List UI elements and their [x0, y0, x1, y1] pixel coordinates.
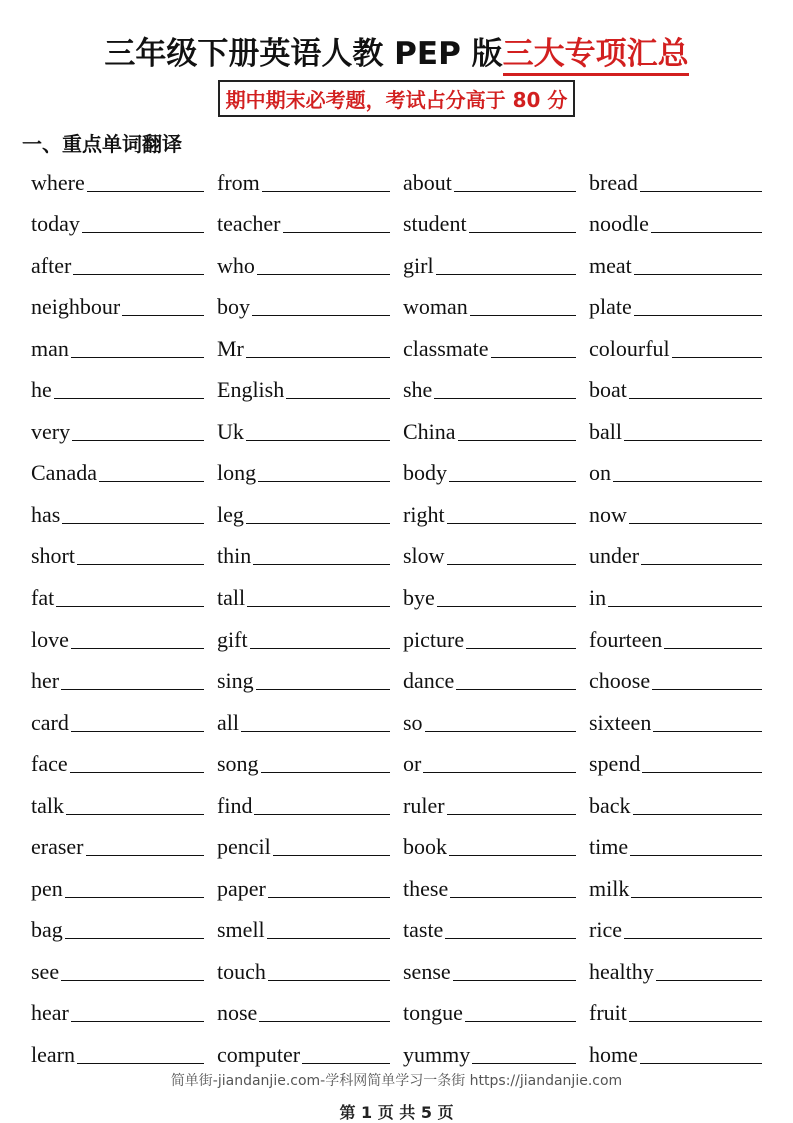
page-title — [0, 28, 793, 73]
answer-blank[interactable] — [651, 232, 762, 233]
word-label: short — [31, 543, 75, 569]
word-item — [403, 702, 576, 744]
word-item — [31, 204, 204, 246]
word-item — [217, 494, 390, 536]
answer-blank[interactable] — [261, 772, 390, 773]
word-label: find — [217, 792, 253, 818]
answer-blank[interactable] — [450, 897, 576, 898]
word-item — [403, 577, 576, 619]
subtitle-box: 期中期末必考题，考试占分高于 80 分 — [218, 80, 576, 117]
answer-blank[interactable] — [286, 398, 390, 399]
answer-blank[interactable] — [99, 481, 204, 482]
answer-blank[interactable] — [72, 440, 204, 441]
answer-blank[interactable] — [246, 357, 390, 358]
answer-blank[interactable] — [61, 689, 204, 690]
answer-blank[interactable] — [454, 191, 576, 192]
word-item — [31, 577, 204, 619]
word-label: dance — [403, 668, 455, 694]
answer-blank[interactable] — [425, 731, 576, 732]
word-item — [403, 204, 576, 246]
answer-blank[interactable] — [458, 440, 576, 441]
word-item — [589, 661, 762, 703]
answer-blank[interactable] — [640, 191, 762, 192]
answer-blank[interactable] — [629, 1021, 762, 1022]
word-label: who — [217, 252, 255, 278]
answer-blank[interactable] — [122, 315, 204, 316]
answer-blank[interactable] — [449, 855, 576, 856]
word-item — [403, 910, 576, 952]
word-label: very — [31, 418, 71, 444]
word-item — [589, 827, 762, 869]
answer-blank[interactable] — [423, 772, 576, 773]
word-label: she — [403, 377, 433, 403]
word-label: love — [31, 626, 69, 652]
word-item — [31, 661, 204, 703]
word-item — [31, 162, 204, 204]
answer-blank[interactable] — [259, 1021, 390, 1022]
page-number: 第 1 页 共 5 页 — [339, 1103, 454, 1122]
word-label: book — [403, 834, 447, 860]
answer-blank[interactable] — [434, 398, 576, 399]
word-item — [589, 204, 762, 246]
word-item — [589, 910, 762, 952]
answer-blank[interactable] — [56, 606, 204, 607]
word-label: long — [217, 460, 257, 486]
word-label: leg — [217, 501, 244, 527]
word-item — [31, 868, 204, 910]
word-label: pen — [31, 875, 63, 901]
word-label: neighbour — [31, 294, 121, 320]
word-item — [403, 287, 576, 329]
answer-blank[interactable] — [640, 1063, 762, 1064]
word-grid — [31, 162, 771, 1076]
word-label: home — [589, 1042, 638, 1068]
answer-blank[interactable] — [77, 564, 204, 565]
word-label: from — [217, 169, 260, 195]
word-item — [217, 453, 390, 495]
word-item — [217, 827, 390, 869]
word-label: hear — [31, 1000, 69, 1026]
word-label: right — [403, 501, 445, 527]
answer-blank[interactable] — [447, 564, 576, 565]
word-label: under — [589, 543, 640, 569]
word-item — [31, 951, 204, 993]
word-item — [31, 827, 204, 869]
word-item — [403, 162, 576, 204]
answer-blank[interactable] — [268, 897, 390, 898]
word-item — [31, 702, 204, 744]
word-label: slow — [403, 543, 445, 569]
word-item — [403, 370, 576, 412]
answer-blank[interactable] — [613, 481, 762, 482]
answer-blank[interactable] — [633, 814, 762, 815]
word-label: has — [31, 501, 61, 527]
word-item — [217, 577, 390, 619]
word-label: China — [403, 418, 456, 444]
word-label: classmate — [403, 335, 489, 361]
answer-blank[interactable] — [253, 564, 390, 565]
word-item — [589, 785, 762, 827]
answer-blank[interactable] — [453, 980, 576, 981]
word-label: sixteen — [589, 709, 652, 735]
word-label: back — [589, 792, 631, 818]
word-label: spend — [589, 751, 641, 777]
word-item — [403, 785, 576, 827]
answer-blank[interactable] — [82, 232, 204, 233]
word-item — [589, 951, 762, 993]
word-item — [589, 494, 762, 536]
answer-blank[interactable] — [66, 814, 204, 815]
word-item — [403, 411, 576, 453]
answer-blank[interactable] — [449, 481, 576, 482]
word-item — [217, 785, 390, 827]
word-item — [403, 744, 576, 786]
answer-blank[interactable] — [652, 689, 762, 690]
word-label: healthy — [589, 958, 654, 984]
word-item — [217, 411, 390, 453]
word-label: student — [403, 211, 467, 237]
word-item — [589, 702, 762, 744]
word-label: song — [217, 751, 259, 777]
word-label: touch — [217, 958, 266, 984]
word-item — [403, 619, 576, 661]
answer-blank[interactable] — [608, 606, 762, 607]
answer-blank[interactable] — [273, 855, 390, 856]
answer-blank[interactable] — [257, 274, 390, 275]
word-label: in — [589, 585, 607, 611]
word-item — [31, 370, 204, 412]
word-item — [217, 204, 390, 246]
answer-blank[interactable] — [629, 523, 762, 524]
word-label: today — [31, 211, 80, 237]
footer-source: 简单街-jiandanjie.com-学科网简单学习一条街 https://jiandanjie.com — [170, 1073, 623, 1089]
word-item — [31, 744, 204, 786]
word-label: taste — [403, 917, 444, 943]
word-label: gift — [217, 626, 248, 652]
word-label: now — [589, 501, 627, 527]
word-item — [589, 453, 762, 495]
word-label: English — [217, 377, 285, 403]
answer-blank[interactable] — [466, 648, 576, 649]
answer-blank[interactable] — [491, 357, 576, 358]
word-label: choose — [589, 668, 651, 694]
word-label: where — [31, 169, 85, 195]
word-item — [217, 868, 390, 910]
word-item — [31, 494, 204, 536]
answer-blank[interactable] — [247, 606, 390, 607]
answer-blank[interactable] — [267, 938, 390, 939]
answer-blank[interactable] — [73, 274, 204, 275]
word-item — [31, 910, 204, 952]
word-item — [31, 619, 204, 661]
answer-blank[interactable] — [624, 440, 762, 441]
answer-blank[interactable] — [62, 523, 204, 524]
word-label: picture — [403, 626, 465, 652]
word-label: milk — [589, 875, 630, 901]
word-label: ruler — [403, 792, 445, 818]
answer-blank[interactable] — [465, 1021, 576, 1022]
answer-blank[interactable] — [86, 855, 204, 856]
word-label: sing — [217, 668, 254, 694]
answer-blank[interactable] — [246, 440, 390, 441]
answer-blank[interactable] — [631, 897, 762, 898]
word-item — [403, 868, 576, 910]
answer-blank[interactable] — [470, 315, 576, 316]
word-item — [403, 536, 576, 578]
word-item — [403, 494, 576, 536]
answer-blank[interactable] — [65, 938, 204, 939]
word-item — [31, 287, 204, 329]
word-label: learn — [31, 1042, 75, 1068]
word-label: plate — [589, 294, 632, 320]
answer-blank[interactable] — [436, 274, 576, 275]
word-label: bye — [403, 585, 435, 611]
answer-blank[interactable] — [246, 523, 390, 524]
answer-blank[interactable] — [664, 648, 762, 649]
word-label: talk — [31, 792, 64, 818]
answer-blank[interactable] — [653, 731, 762, 732]
word-item — [589, 162, 762, 204]
answer-blank[interactable] — [258, 481, 390, 482]
word-item — [217, 993, 390, 1035]
answer-blank[interactable] — [447, 814, 576, 815]
word-label: nose — [217, 1000, 258, 1026]
word-label: these — [403, 875, 449, 901]
answer-blank[interactable] — [71, 1021, 204, 1022]
word-label: Canada — [31, 460, 97, 486]
word-item — [403, 827, 576, 869]
word-label: after — [31, 252, 72, 278]
word-item — [217, 702, 390, 744]
word-label: meat — [589, 252, 632, 278]
title-main: 三年级下册英语人教 PEP 版 — [104, 36, 503, 72]
word-label: face — [31, 751, 68, 777]
word-item — [31, 245, 204, 287]
answer-blank[interactable] — [61, 980, 204, 981]
word-item — [403, 993, 576, 1035]
answer-blank[interactable] — [472, 1063, 576, 1064]
answer-blank[interactable] — [630, 855, 762, 856]
word-label: fruit — [589, 1000, 627, 1026]
word-item — [589, 619, 762, 661]
word-label: noodle — [589, 211, 649, 237]
word-label: on — [589, 460, 611, 486]
word-label: body — [403, 460, 447, 486]
word-label: eraser — [31, 834, 84, 860]
word-label: ball — [589, 418, 622, 444]
word-item — [217, 744, 390, 786]
answer-blank[interactable] — [252, 315, 390, 316]
word-label: he — [31, 377, 52, 403]
word-label: paper — [217, 875, 266, 901]
answer-blank[interactable] — [65, 897, 204, 898]
answer-blank[interactable] — [642, 772, 762, 773]
answer-blank[interactable] — [456, 689, 576, 690]
word-item — [403, 951, 576, 993]
word-item — [403, 661, 576, 703]
word-label: rice — [589, 917, 622, 943]
word-item — [217, 910, 390, 952]
word-item — [31, 453, 204, 495]
word-label: see — [31, 958, 60, 984]
word-item — [217, 536, 390, 578]
answer-blank[interactable] — [256, 689, 390, 690]
word-label: thin — [217, 543, 252, 569]
word-label: fat — [31, 585, 55, 611]
subtitle-container — [0, 80, 793, 117]
word-label: about — [403, 169, 452, 195]
word-label: tongue — [403, 1000, 463, 1026]
word-label: Uk — [217, 418, 244, 444]
answer-blank[interactable] — [70, 772, 204, 773]
word-item — [31, 785, 204, 827]
answer-blank[interactable] — [268, 980, 390, 981]
word-label: so — [403, 709, 423, 735]
answer-blank[interactable] — [447, 523, 576, 524]
word-item — [403, 453, 576, 495]
answer-blank[interactable] — [71, 357, 204, 358]
word-label: bag — [31, 917, 63, 943]
word-label: yummy — [403, 1042, 471, 1068]
word-item — [589, 411, 762, 453]
word-label: pencil — [217, 834, 271, 860]
word-item — [31, 993, 204, 1035]
word-item — [217, 328, 390, 370]
answer-blank[interactable] — [87, 191, 204, 192]
word-item — [31, 536, 204, 578]
answer-blank[interactable] — [302, 1063, 390, 1064]
word-label: tall — [217, 585, 246, 611]
answer-blank[interactable] — [445, 938, 576, 939]
title-highlight: 三大专项汇总 — [503, 36, 689, 76]
answer-blank[interactable] — [250, 648, 390, 649]
word-label: fourteen — [589, 626, 663, 652]
word-item — [589, 868, 762, 910]
word-label: boat — [589, 377, 627, 403]
word-item — [589, 287, 762, 329]
answer-blank[interactable] — [71, 648, 204, 649]
word-item — [31, 328, 204, 370]
answer-blank[interactable] — [241, 731, 390, 732]
word-item — [589, 245, 762, 287]
word-item — [589, 993, 762, 1035]
word-item — [217, 162, 390, 204]
answer-blank[interactable] — [469, 232, 576, 233]
answer-blank[interactable] — [262, 191, 390, 192]
answer-blank[interactable] — [283, 232, 391, 233]
answer-blank[interactable] — [77, 1063, 204, 1064]
answer-blank[interactable] — [624, 938, 762, 939]
word-label: man — [31, 335, 69, 361]
word-item — [589, 370, 762, 412]
word-label: sense — [403, 958, 451, 984]
word-label: her — [31, 668, 60, 694]
answer-blank[interactable] — [437, 606, 576, 607]
answer-blank[interactable] — [254, 814, 390, 815]
word-label: card — [31, 709, 69, 735]
word-item — [589, 536, 762, 578]
word-label: boy — [217, 294, 250, 320]
word-item — [589, 328, 762, 370]
word-item — [217, 951, 390, 993]
word-label: smell — [217, 917, 265, 943]
word-label: time — [589, 834, 629, 860]
word-label: Mr — [217, 335, 244, 361]
word-item — [217, 287, 390, 329]
answer-blank[interactable] — [656, 980, 762, 981]
word-label: computer — [217, 1042, 301, 1068]
word-item — [589, 744, 762, 786]
word-item — [589, 577, 762, 619]
word-item — [403, 328, 576, 370]
word-label: teacher — [217, 211, 281, 237]
answer-blank[interactable] — [71, 731, 204, 732]
word-label: all — [217, 709, 239, 735]
word-item — [31, 411, 204, 453]
answer-blank[interactable] — [634, 274, 762, 275]
word-label: colourful — [589, 335, 670, 361]
word-label: woman — [403, 294, 468, 320]
word-item — [403, 245, 576, 287]
word-label: girl — [403, 252, 434, 278]
word-item — [217, 245, 390, 287]
section-heading: 一、重点单词翻译 — [22, 132, 182, 156]
answer-blank[interactable] — [634, 315, 762, 316]
answer-blank[interactable] — [641, 564, 762, 565]
word-item — [217, 370, 390, 412]
answer-blank[interactable] — [629, 398, 762, 399]
word-item — [217, 619, 390, 661]
answer-blank[interactable] — [672, 357, 762, 358]
word-label: bread — [589, 169, 638, 195]
word-item — [217, 661, 390, 703]
answer-blank[interactable] — [54, 398, 204, 399]
word-label: or — [403, 751, 422, 777]
